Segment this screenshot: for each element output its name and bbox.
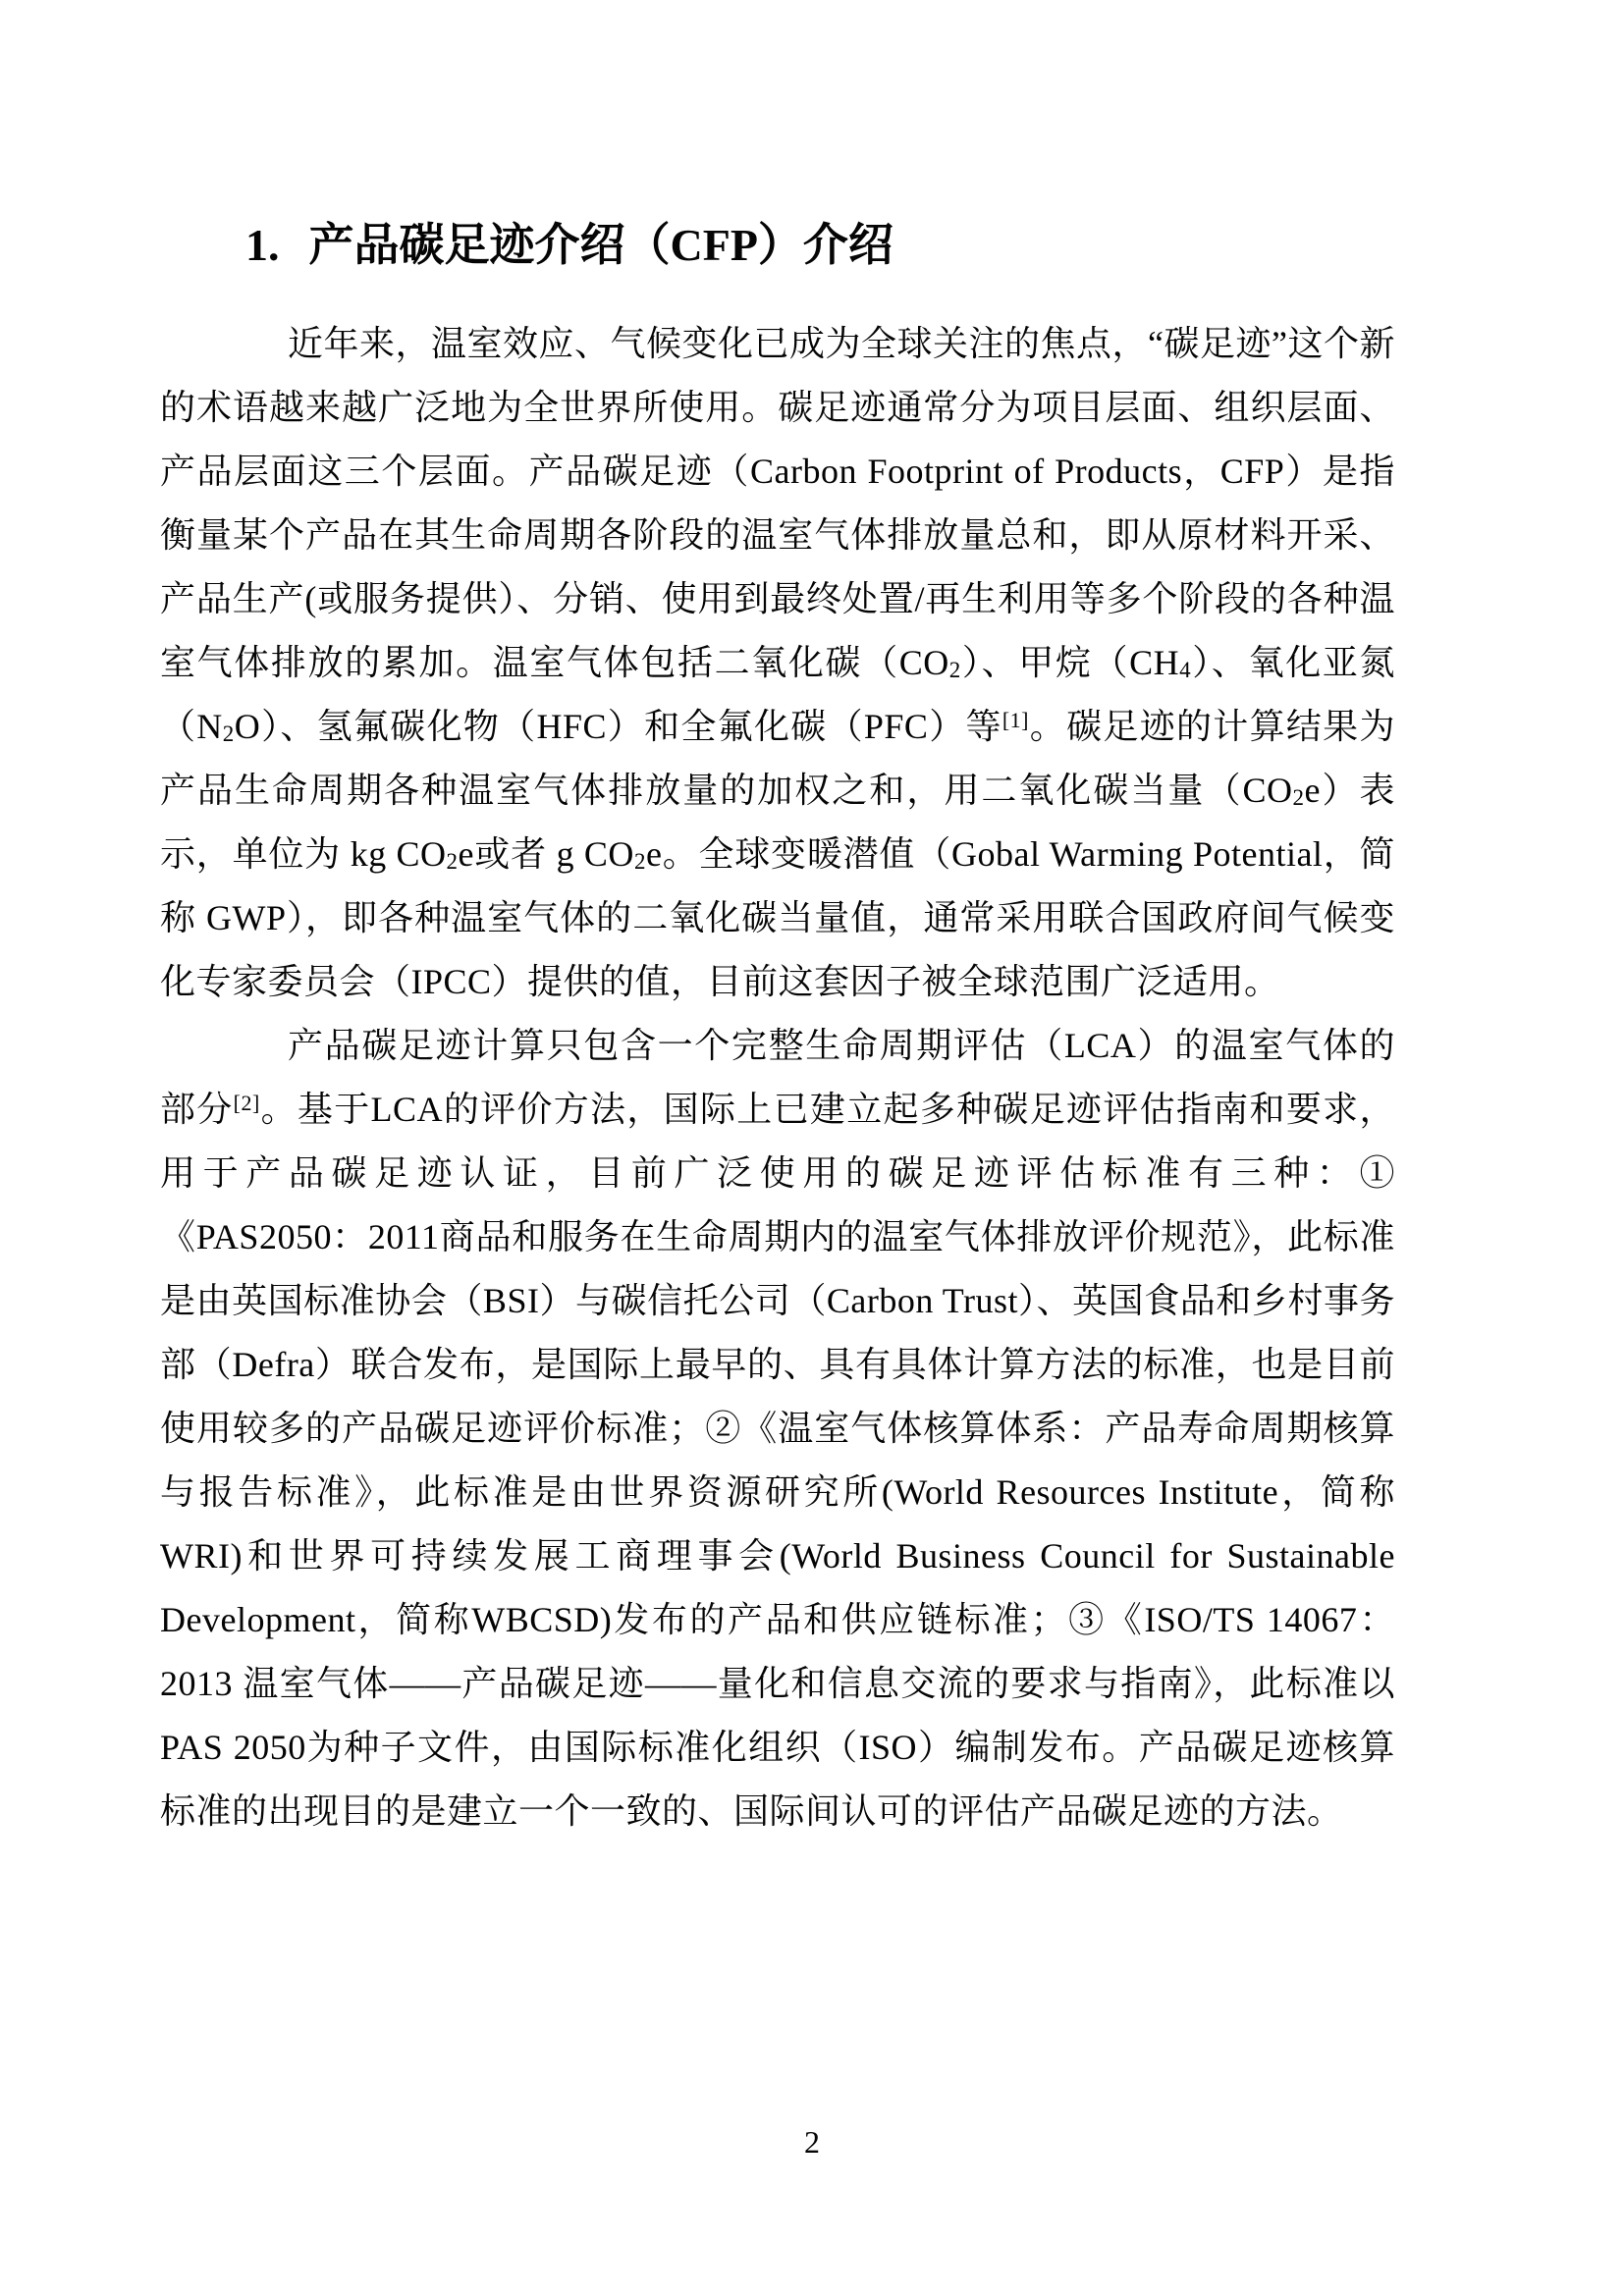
text-run: ）、氧化亚氮（N	[160, 643, 1395, 746]
paragraph-cfp-standards	[160, 1014, 1395, 1843]
text-run: 近年来，温室效应、气候变化已成为全球关注的焦点，“碳足迹”这个新的术语越来越广泛地为全世界所使用。碳足迹通常分为项目层面、组织层面、产品层面这三个层面。产品碳足迹（Carbon Footprint of Products，CFP）是指衡量某个产品在其生命周期各阶段的温室气体排放量总和，即从原材料开采、产品生产(或服务提供）、分销、使用到最终处置/再生利用等多个阶段的各种温室气体排放的累加。温室气体包括二氧化碳（CO	[160, 324, 1395, 682]
text-run: e。全球变暖潜值（Gobal Warming Potential，简称 GWP），即各种温室气体的二氧化碳当量值，通常采用联合国政府间气候变化专家委员会（IPCC）提供的值，目前这套因子被全球范围广泛适用。	[160, 834, 1395, 1001]
subscript-text: 2	[1292, 784, 1305, 810]
text-run: e或者 g CO	[458, 834, 634, 874]
page-number: 2	[804, 2124, 820, 2160]
superscript-citation: [2]	[233, 1091, 260, 1115]
text-run: 产品碳足迹计算只包含一个完整生命周期评估（LCA）的温室气体的部分	[160, 1026, 1395, 1129]
paragraph-intro-carbon-footprint	[160, 312, 1395, 1014]
subscript-text: 4	[1179, 657, 1192, 682]
subscript-text: 2	[446, 848, 459, 874]
text-run: O）、氢氟碳化物（HFC）和全氟化碳（PFC）等	[234, 707, 1002, 746]
subscript-text: 2	[948, 657, 961, 682]
section-title: 产品碳足迹介绍（CFP）介绍	[308, 220, 893, 270]
text-run: 。基于LCA的评价方法，国际上已建立起多种碳足迹评估指南和要求，用于产品碳足迹认证，目前广泛使用的碳足迹评估标准有三种：①《PAS2050：2011商品和服务在生命周期内的温室气体排放评价规范》，此标准是由英国标准协会（BSI）与碳信托公司（Carbon Trust）、英国食品和乡村事务部（Defra）联合发布，是国际上最早的、具有具体计算方法的标准，也是目前使用较多的产品碳足迹评价标准；②《温室气体核算体系：产品寿命周期核算与报告标准》，此标准是由世界资源研究所(World Resources Institute，简称WRI)和世界可持续发展工商理事会(World Business Council for Sustainable Development，简称WBCSD)发布的产品和供应链标准；③《ISO/TS 14067：2013 温室气体——产品碳足迹——量化和信息交流的要求与指南》，此标准以PAS 2050为种子文件，由国际标准化组织（ISO）编制发布。产品碳足迹核算标准的出现目的是建立一个一致的、国际间认可的评估产品碳足迹的方法。	[160, 1090, 1395, 1831]
document-body	[160, 312, 1395, 1843]
section-heading	[160, 0, 1395, 273]
text-run: 。碳足迹的计算结果为产品生命周期各种温室气体排放量的加权之和，用二氧化碳当量（CO	[160, 707, 1395, 810]
text-run: ）、甲烷（CH	[960, 643, 1180, 682]
document-content	[160, 0, 1395, 1843]
subscript-text: 2	[222, 721, 235, 746]
text-run: e）表示，单位为 kg CO	[160, 771, 1395, 874]
subscript-text: 2	[633, 848, 646, 874]
superscript-citation: [1]	[1001, 708, 1029, 732]
section-number: 1.	[245, 220, 280, 270]
